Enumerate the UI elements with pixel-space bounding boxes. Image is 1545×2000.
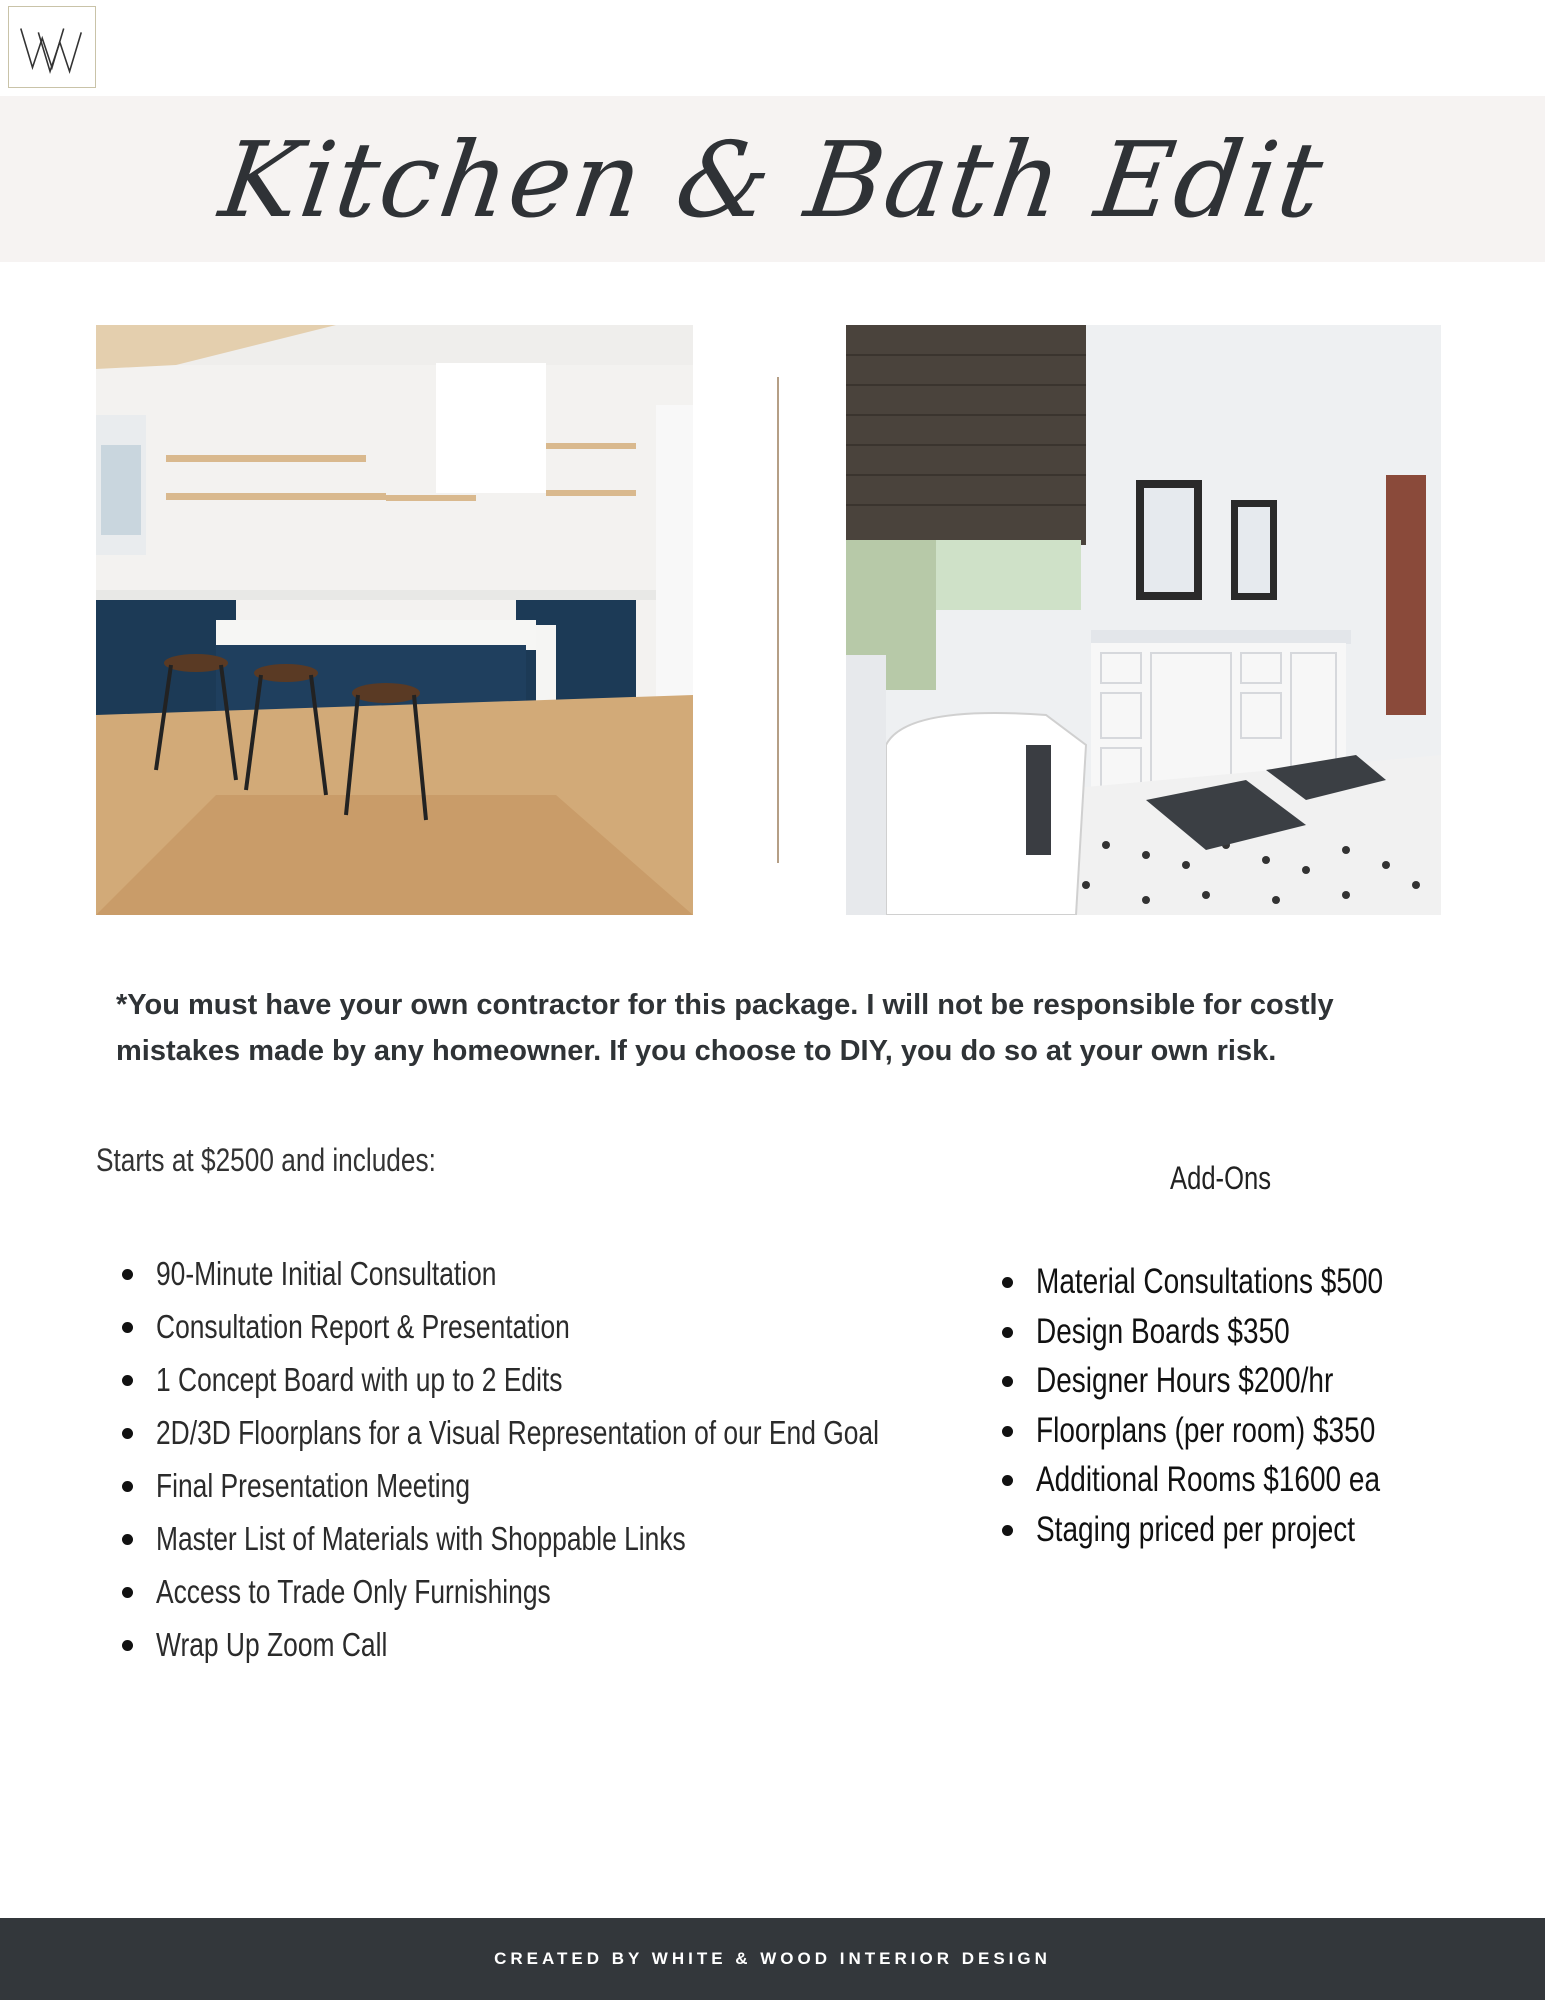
footer-credit: CREATED BY WHITE & WOOD INTERIOR DESIGN [494,1949,1051,1968]
list-item [122,1406,879,1459]
list-item [1002,1505,1502,1555]
addons-heading: Add-Ons [1170,1160,1272,1196]
list-item [122,1512,862,1565]
list-item-text: 90-Minute Initial Consultation [156,1255,497,1292]
footer [0,1918,1545,2000]
list-item-text: Final Presentation Meeting [156,1467,471,1504]
bullet-icon [122,1269,133,1280]
list-item [1002,1406,1502,1456]
list-item [1002,1307,1502,1357]
title-band [0,96,1545,262]
bullet-icon [1002,1475,1013,1486]
addons-list [1002,1257,1502,1555]
contractor-disclaimer: *You must have your own contractor for this package. I will not be responsible for costly mistakes made by any homeowner. If you choose to DIY, you do so at your own risk. [116,989,1334,1067]
list-item-text: Master List of Materials with Shoppable Links [156,1520,686,1557]
bullet-icon [122,1587,133,1598]
bullet-icon [122,1375,133,1386]
bullet-icon [122,1481,133,1492]
list-item-text: Material Consultations $500 [1036,1262,1384,1301]
bullet-icon [122,1640,133,1651]
bullet-icon [1002,1327,1013,1338]
bullet-icon [1002,1426,1013,1437]
bullet-icon [1002,1525,1013,1536]
kitchen-photo [96,325,693,915]
list-item [1002,1257,1502,1307]
list-item [122,1300,862,1353]
list-item [122,1618,862,1671]
list-item-text: Consultation Report & Presentation [156,1308,570,1345]
list-item-text: Additional Rooms $1600 ea [1036,1460,1381,1500]
package-includes-list [122,1247,879,1671]
list-item-text: 2D/3D Floorplans for a Visual Representation of our End Goal [156,1414,879,1451]
ww-monogram-icon [9,7,95,87]
kitchen-photo-icon [96,325,693,915]
list-item [122,1353,862,1406]
list-item-text: Designer Hours $200/hr [1036,1361,1334,1401]
package-price-intro: Starts at $2500 and includes: [96,1142,436,1178]
page-title: Kitchen & Bath Edit [213,119,1332,241]
bathroom-photo [846,325,1441,915]
list-item-text: Floorplans (per room) $350 [1036,1410,1376,1450]
list-item-text: 1 Concept Board with up to 2 Edits [156,1361,563,1398]
list-item-text: Wrap Up Zoom Call [156,1626,388,1663]
list-item [122,1247,862,1300]
bullet-icon [1002,1376,1013,1387]
list-item-text: Design Boards $350 [1036,1311,1290,1351]
logo [8,6,96,88]
list-item-text: Staging priced per project [1036,1509,1356,1549]
list-item [1002,1455,1502,1505]
bullet-icon [122,1428,133,1439]
list-item-text: Access to Trade Only Furnishings [156,1573,551,1610]
list-item [1002,1356,1502,1406]
bathroom-photo-icon [846,325,1441,915]
photo-divider [777,377,779,863]
bullet-icon [1002,1277,1013,1288]
list-item [122,1565,862,1618]
bullet-icon [122,1322,133,1333]
list-item [122,1459,862,1512]
bullet-icon [122,1534,133,1545]
